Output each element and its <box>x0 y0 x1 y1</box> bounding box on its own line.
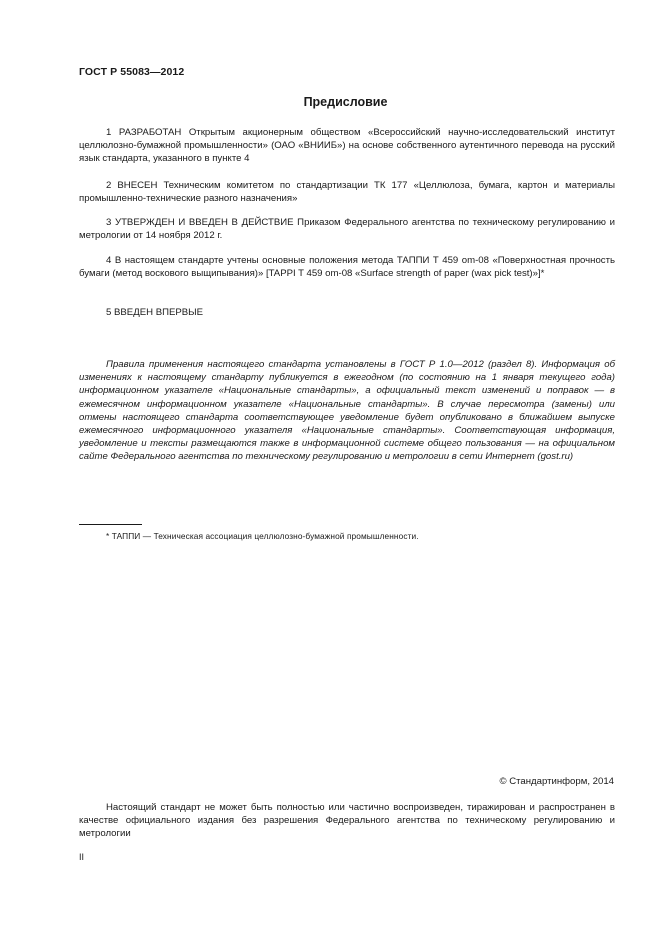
section-1-text: 1 РАЗРАБОТАН Открытым акционерным обществом «Всероссийский научно-исследовательский институт целлюлозно-бумажной промышленности» (ОАО «ВНИИБ») на основе собственного аутентичного перевода на русский язык стандарта, указанного в пункте 4 <box>79 127 615 165</box>
section-4-text: 4 В настоящем стандарте учтены основные положения метода ТАППИ Т 459 om-08 «Поверхностная прочность бумаги (метод воскового выщипывания)» [TAPPI T 459 om-08 «Surface strength of paper (wax pick test)»]* <box>79 255 615 280</box>
footnote: * ТАППИ — Техническая ассоциация целлюлозно-бумажной промышленности. <box>106 531 419 541</box>
section-1 <box>79 126 615 166</box>
copyright: © Стандартинформ, 2014 <box>499 776 614 787</box>
section-5-text: 5 ВВЕДЕН ВПЕРВЫЕ <box>106 307 204 318</box>
notice-block <box>79 358 615 464</box>
section-5 <box>79 306 615 319</box>
section-4 <box>79 254 615 280</box>
legal-notice <box>79 801 615 841</box>
section-3-text: 3 УТВЕРЖДЕН И ВВЕДЕН В ДЕЙСТВИЕ Приказом Федерального агентства по техническому регулированию и метрологии от 14 ноября 2012 г. <box>79 217 615 242</box>
legal-notice-text: Настоящий стандарт не может быть полностью или частично воспроизведен, тиражирован и распространен в качестве официального издания без разрешения Федерального агентства по техническому регулированию и метрологии <box>79 802 615 840</box>
section-2-text: 2 ВНЕСЕН Техническим комитетом по стандартизации ТК 177 «Целлюлоза, бумага, картон и материалы промышленно-технические разного назначения» <box>79 180 615 205</box>
notice-text: Правила применения настоящего стандарта установлены в ГОСТ Р 1.0—2012 (раздел 8). Информация об изменениях к настоящему стандарту публикуется в ежегодном (по состоянию на 1 января текущего года) информационном указателе «Национальные стандарты», а официальный текст изменений и поправок — в ежемесячном информационном указателе «Национальные стандарты». В случае пересмотра (замены) или отмены настоящего стандарта соответствующее уведомление будет опубликовано в ближайшем выпуске ежемесячного информационного указателя «Национальные стандарты». Соответствующая информация, уведомление и тексты размещаются также в информационной системе общего пользования — на официальном сайте Федерального агентства по техническому регулированию и метрологии в сети Интернет (gost.ru) <box>79 359 615 463</box>
document-header: ГОСТ Р 55083—2012 <box>79 66 185 78</box>
section-2 <box>79 179 615 205</box>
page-number: II <box>79 852 85 862</box>
footnote-divider <box>79 524 142 525</box>
section-3 <box>79 216 615 242</box>
page-title: Предисловие <box>303 95 388 109</box>
